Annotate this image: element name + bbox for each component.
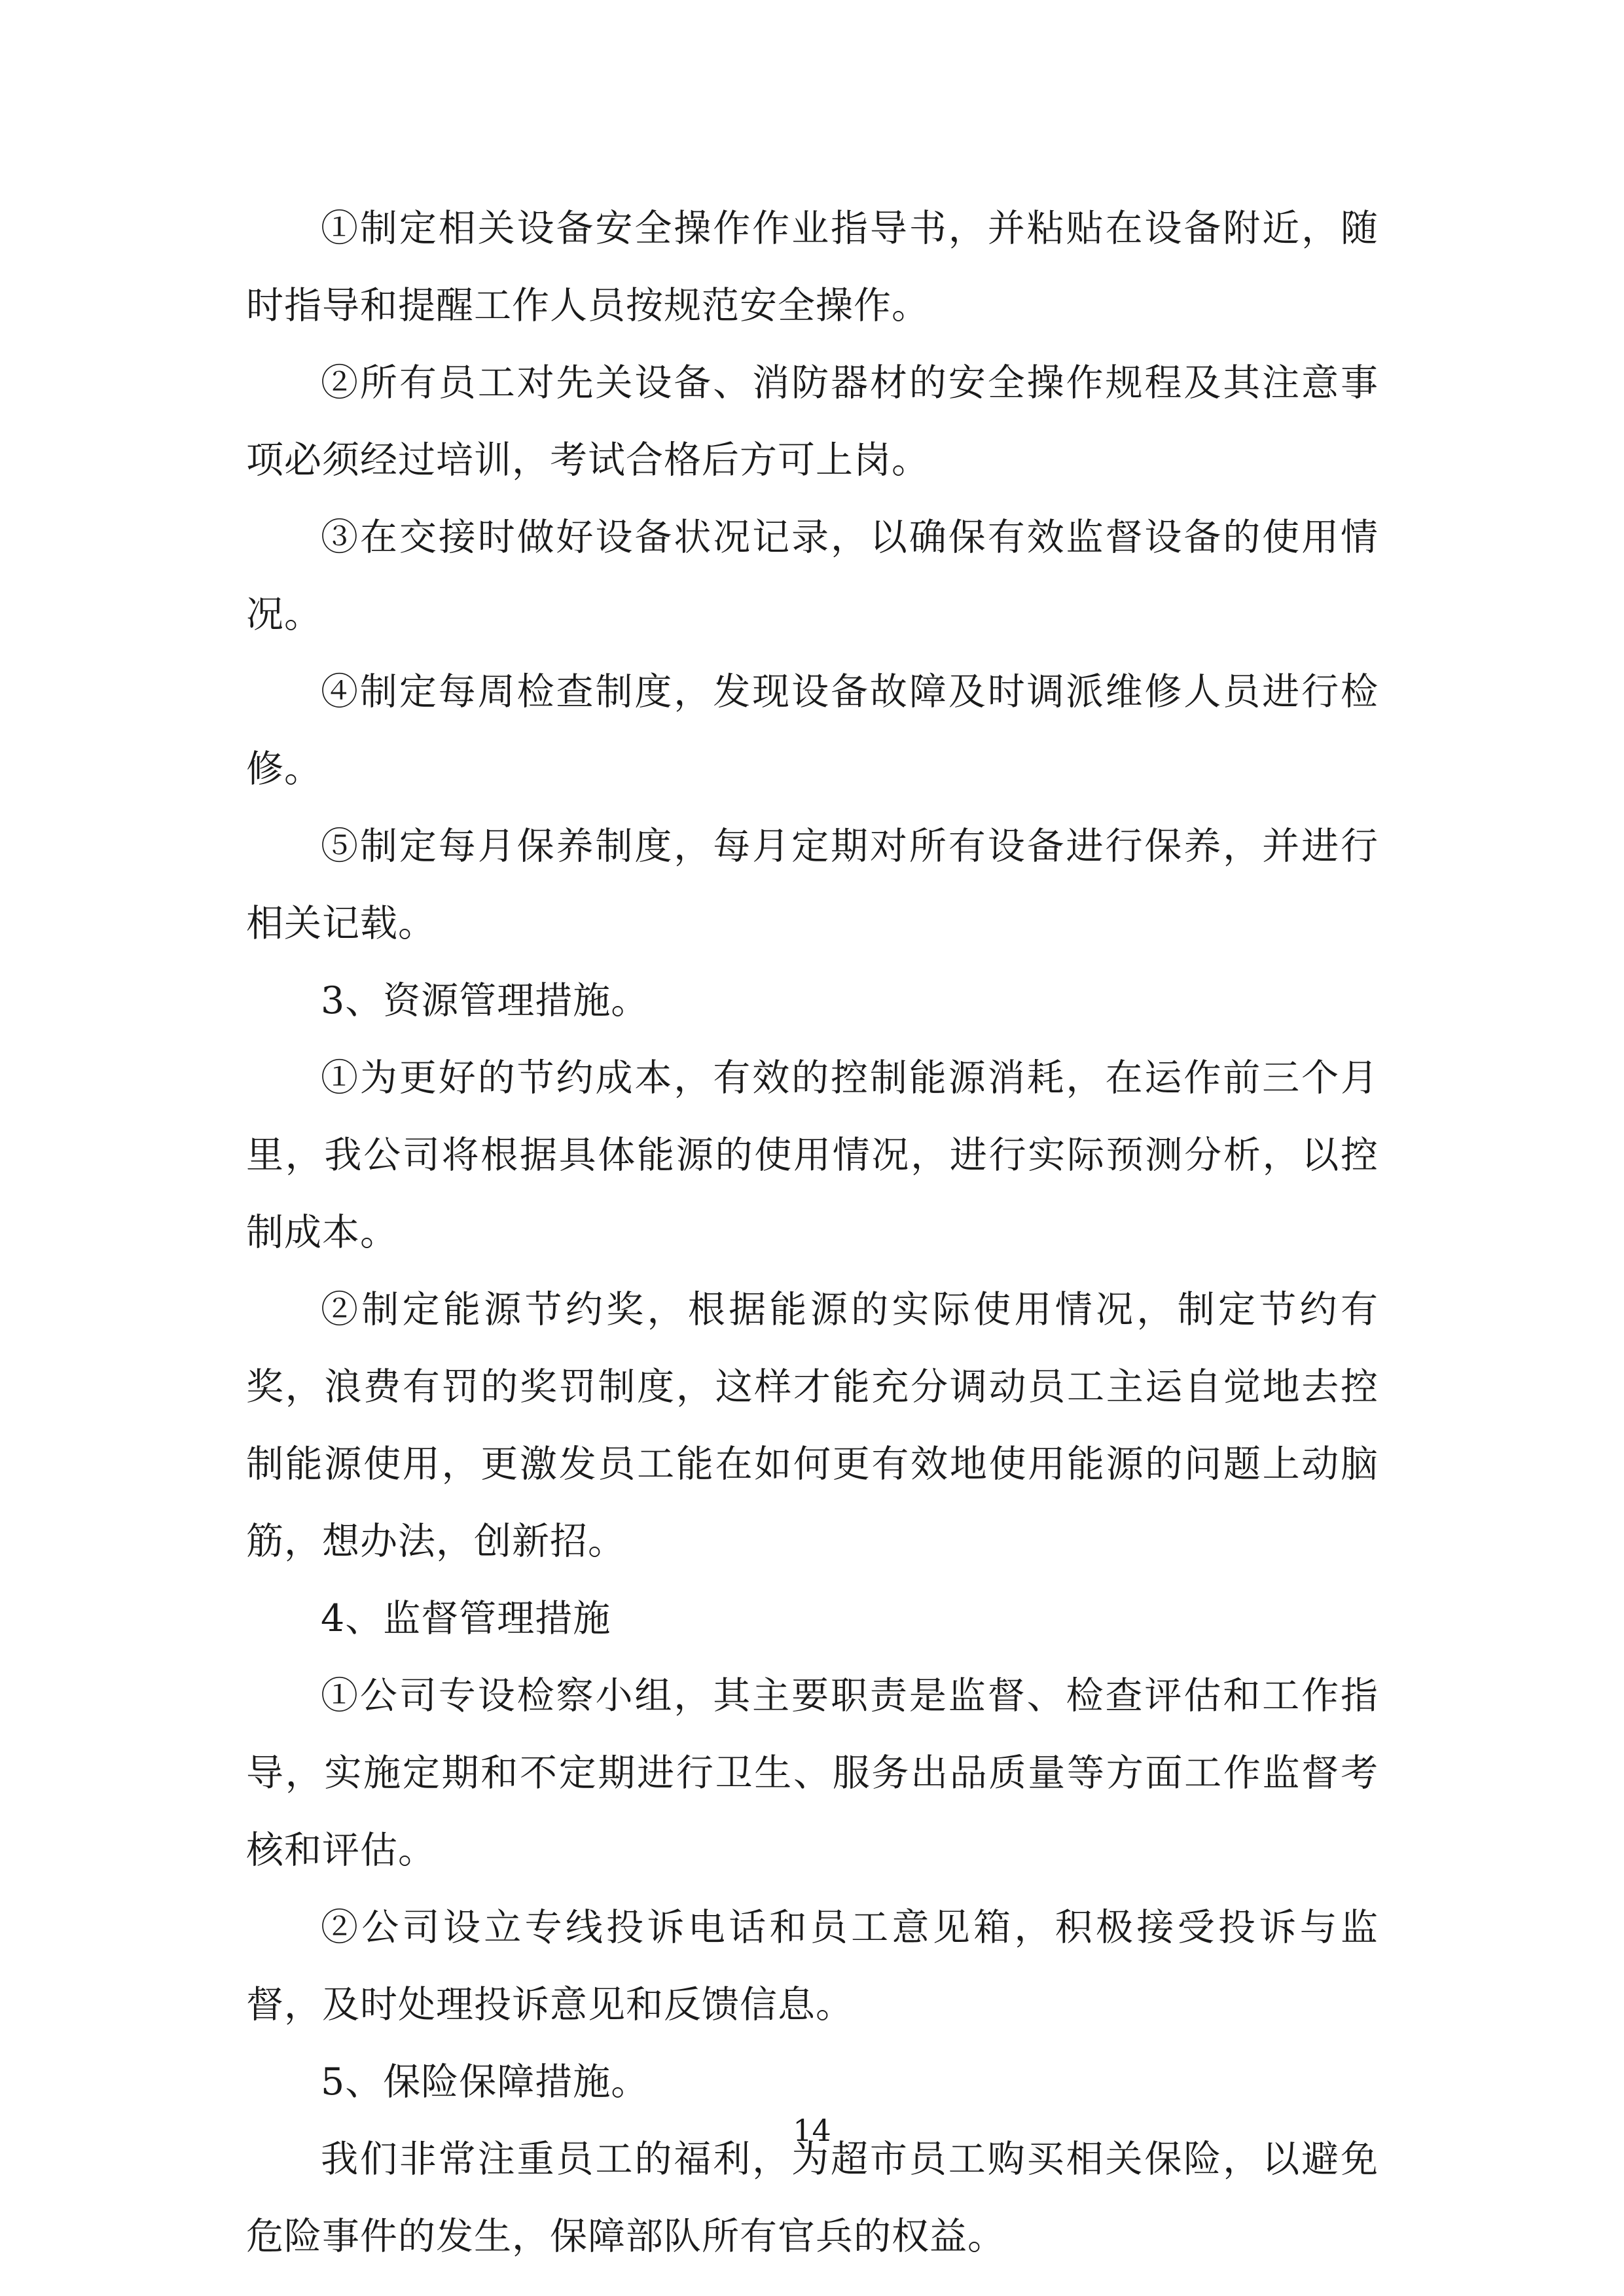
paragraph-equipment-guide: ①制定相关设备安全操作作业指导书，并粘贴在设备附近，随时指导和提醒工作人员按规范安全操作。 xyxy=(246,207,1379,327)
paragraph-complaint-hotline: ②公司设立专线投诉电话和员工意见箱，积极接受投诉与监督，及时处理投诉意见和反馈信息。 xyxy=(246,1906,1379,2026)
paragraph-cost-saving: ①为更好的节约成本，有效的控制能源消耗，在运作前三个月里，我公司将根据具体能源的使用情况，进行实际预测分析，以控制成本。 xyxy=(246,1056,1379,1254)
paragraph-monthly-maintenance: ⑤制定每月保养制度，每月定期对所有设备进行保养，并进行相关记载。 xyxy=(246,825,1379,945)
paragraph-inspection-team: ①公司专设检察小组，其主要职责是监督、检查评估和工作指导，实施定期和不定期进行卫生、服务出品质量等方面工作监督考核和评估。 xyxy=(246,1674,1379,1872)
paragraph-handover-record: ③在交接时做好设备状况记录，以确保有效监督设备的使用情况。 xyxy=(246,516,1379,636)
paragraph-energy-award: ②制定能源节约奖，根据能源的实际使用情况，制定节约有奖，浪费有罚的奖罚制度，这样才能充分调动员工主运自觉地去控制能源使用，更激发员工能在如何更有效地使用能源的问题上动脑筋，想办法，创新招。 xyxy=(246,1288,1379,1563)
paragraph-weekly-inspection: ④制定每周检查制度，发现设备故障及时调派维修人员进行检修。 xyxy=(246,670,1379,791)
section-heading-supervision: 4、监督管理措施 xyxy=(321,1597,611,1640)
section-heading-insurance: 5、保险保障措施。 xyxy=(321,2060,649,2104)
paragraph-training-requirement: ②所有员工对先关设备、消防器材的安全操作规程及其注意事项必须经过培训，考试合格后方可上岗。 xyxy=(246,361,1379,482)
paragraph-employee-welfare: 我们非常注重员工的福利，为超市员工购买相关保险，以避免危险事件的发生，保障部队所有官兵的权益。 xyxy=(246,2138,1379,2258)
section-heading-resource-management: 3、资源管理措施。 xyxy=(321,979,649,1022)
page-number: 14 xyxy=(793,2113,831,2148)
document-body xyxy=(246,190,1379,2275)
